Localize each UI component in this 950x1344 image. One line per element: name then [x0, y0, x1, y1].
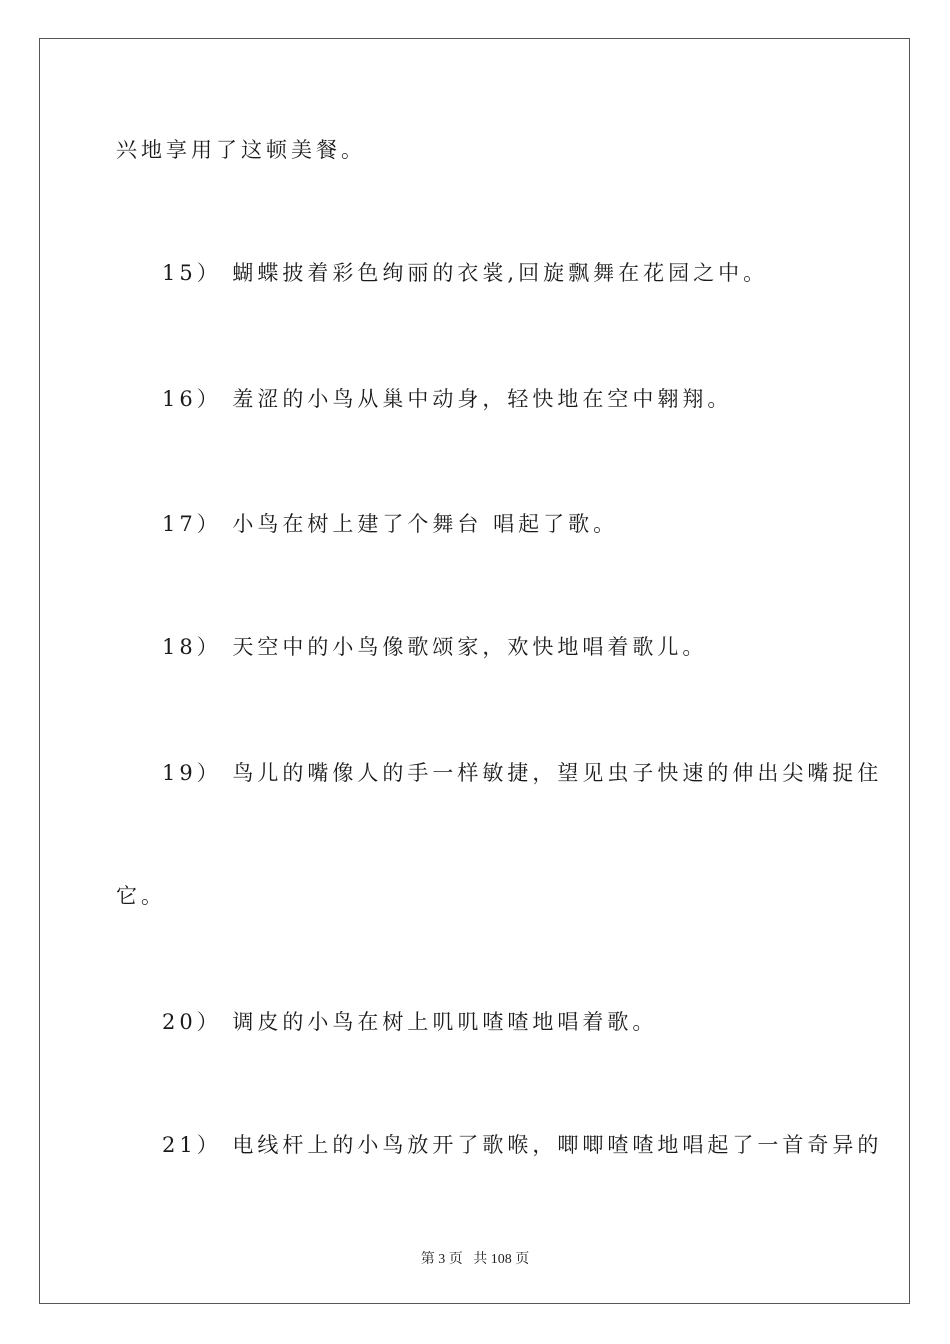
page-number: 第 3 页 [420, 1252, 463, 1267]
text-line-5: 18） 天空中的小鸟像歌颂家，欢快地唱着歌儿。 [162, 635, 708, 659]
text-line-9: 21） 电线杆上的小鸟放开了歌喉，唧唧喳喳地唱起了一首奇异的 [162, 1133, 883, 1157]
text-line-1: 兴地享用了这顿美餐。 [116, 138, 366, 162]
text-line-4: 17） 小鸟在树上建了个舞台 唱起了歌。 [162, 512, 619, 536]
page-total: 共 108 页 [473, 1252, 530, 1267]
text-line-3: 16） 羞涩的小鸟从巢中动身，轻快地在空中翱翔。 [162, 387, 733, 411]
text-line-8: 20） 调皮的小鸟在树上叽叽喳喳地唱着歌。 [162, 1010, 658, 1034]
page-border [39, 38, 910, 1304]
text-line-7: 它。 [116, 884, 166, 908]
text-line-2: 15） 蝴蝶披着彩色绚丽的衣裳,回旋飘舞在花园之中。 [162, 261, 769, 285]
text-line-6: 19） 鸟儿的嘴像人的手一样敏捷，望见虫子快速的伸出尖嘴捉住 [162, 761, 883, 785]
page-footer [0, 1248, 950, 1268]
